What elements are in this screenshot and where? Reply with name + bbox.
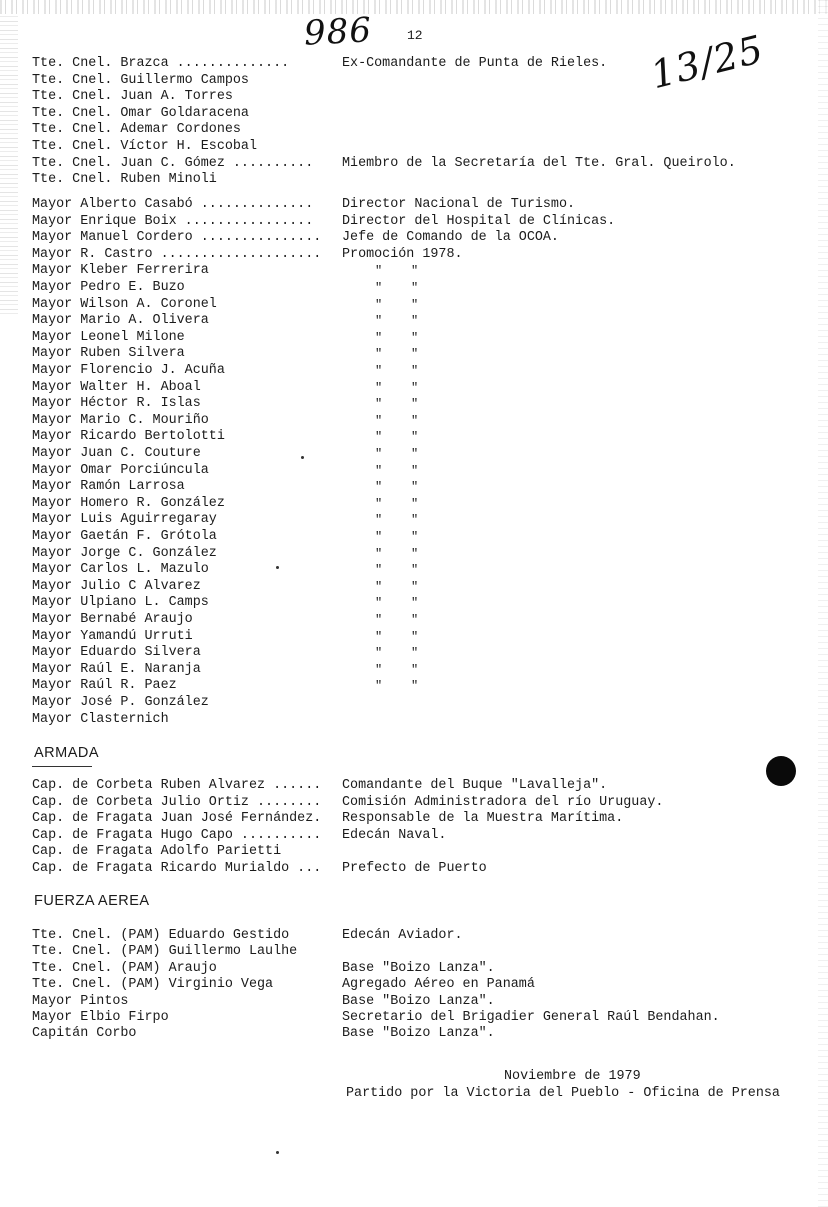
row-name: Cap. de Corbeta Julio Ortiz ........ xyxy=(32,795,322,810)
ditto-mark: " " xyxy=(375,580,419,594)
row-name: Tte. Cnel. Brazca .............. xyxy=(32,56,290,71)
punch-hole xyxy=(766,756,796,786)
row-name: Tte. Cnel. Juan C. Gómez .......... xyxy=(32,156,314,171)
ditto-mark: " " xyxy=(375,447,419,461)
row-position: Jefe de Comando de la OCOA. xyxy=(342,230,559,245)
scan-noise-right xyxy=(818,0,828,1207)
row-position: Comisión Administradora del río Uruguay. xyxy=(342,795,664,810)
row-name: Mayor Juan C. Couture xyxy=(32,446,201,461)
row-name: Mayor Homero R. González xyxy=(32,496,225,511)
row-name: Mayor Leonel Milone xyxy=(32,330,185,345)
row-name: Cap. de Fragata Hugo Capo .......... xyxy=(32,828,322,843)
row-position: Base "Boizo Lanza". xyxy=(342,961,495,976)
row-name: Tte. Cnel. Guillermo Campos xyxy=(32,73,249,88)
row-name: Mayor Eduardo Silvera xyxy=(32,645,201,660)
row-name: Mayor Yamandú Urruti xyxy=(32,629,193,644)
footer-source: Partido por la Victoria del Pueblo - Oficina de Prensa xyxy=(346,1086,780,1101)
row-name: Mayor Walter H. Aboal xyxy=(32,380,201,395)
row-name: Mayor Pedro E. Buzo xyxy=(32,280,185,295)
row-name: Mayor Manuel Cordero ............... xyxy=(32,230,322,245)
row-name: Mayor Omar Porciúncula xyxy=(32,463,209,478)
ditto-mark: " " xyxy=(375,264,419,278)
row-name: Cap. de Fragata Juan José Fernández. xyxy=(32,811,322,826)
row-name: Mayor José P. González xyxy=(32,695,209,710)
row-name: Mayor Raúl E. Naranja xyxy=(32,662,201,677)
row-name: Mayor Wilson A. Coronel xyxy=(32,297,217,312)
row-position: Director Nacional de Turismo. xyxy=(342,197,576,212)
heading-armada: ARMADA xyxy=(34,745,100,761)
row-name: Cap. de Corbeta Ruben Alvarez ...... xyxy=(32,778,322,793)
row-name: Tte. Cnel. (PAM) Eduardo Gestido xyxy=(32,928,290,943)
ditto-mark: " " xyxy=(375,298,419,312)
ditto-mark: " " xyxy=(375,596,419,610)
row-name: Mayor Ruben Silvera xyxy=(32,346,185,361)
row-name: Tte. Cnel. Víctor H. Escobal xyxy=(32,139,257,154)
row-name: Tte. Cnel. (PAM) Guillermo Laulhe xyxy=(32,944,298,959)
row-name: Cap. de Fragata Adolfo Parietti xyxy=(32,844,282,859)
ditto-mark: " " xyxy=(375,430,419,444)
ditto-mark: " " xyxy=(375,613,419,627)
row-position: Edecán Aviador. xyxy=(342,928,463,943)
row-position: Prefecto de Puerto xyxy=(342,861,487,876)
row-name: Cap. de Fragata Ricardo Murialdo ... xyxy=(32,861,322,876)
heading-armada-underline xyxy=(32,766,92,767)
row-name: Mayor Mario C. Mouriño xyxy=(32,413,209,428)
ditto-mark: " " xyxy=(375,397,419,411)
ditto-mark: " " xyxy=(375,331,419,345)
ditto-mark: " " xyxy=(375,679,419,693)
row-name: Mayor R. Castro .................... xyxy=(32,247,322,262)
row-name: Tte. Cnel. Ruben Minoli xyxy=(32,172,217,187)
ditto-mark: " " xyxy=(375,414,419,428)
row-name: Mayor Héctor R. Islas xyxy=(32,396,201,411)
scan-noise-left xyxy=(0,14,18,314)
row-position: Secretario del Brigadier General Raúl Bendahan. xyxy=(342,1010,720,1025)
row-name: Mayor Alberto Casabó .............. xyxy=(32,197,314,212)
row-name: Mayor Enrique Boix ................ xyxy=(32,214,314,229)
row-name: Tte. Cnel. (PAM) Virginio Vega xyxy=(32,977,274,992)
row-position: Base "Boizo Lanza". xyxy=(342,1026,495,1041)
ditto-mark: " " xyxy=(375,497,419,511)
ditto-mark: " " xyxy=(375,630,419,644)
handwritten-number-right: 13/25 xyxy=(646,26,769,98)
ditto-mark: " " xyxy=(375,381,419,395)
ditto-mark: " " xyxy=(375,530,419,544)
row-position: Comandante del Buque "Lavalleja". xyxy=(342,778,608,793)
row-name: Tte. Cnel. (PAM) Araujo xyxy=(32,961,217,976)
row-position: Responsable de la Muestra Marítima. xyxy=(342,811,624,826)
row-position: Director del Hospital de Clínicas. xyxy=(342,214,616,229)
speck xyxy=(301,456,304,459)
speck xyxy=(276,566,279,569)
row-name: Mayor Julio C Alvarez xyxy=(32,579,201,594)
page-number: 12 xyxy=(407,28,423,43)
row-position: Ex-Comandante de Punta de Rieles. xyxy=(342,56,608,71)
row-name: Mayor Carlos L. Mazulo xyxy=(32,562,209,577)
ditto-mark: " " xyxy=(375,464,419,478)
row-name: Mayor Ricardo Bertolotti xyxy=(32,429,225,444)
row-name: Tte. Cnel. Juan A. Torres xyxy=(32,89,233,104)
row-name: Mayor Jorge C. González xyxy=(32,546,217,561)
row-position: Agregado Aéreo en Panamá xyxy=(342,977,535,992)
row-name: Tte. Cnel. Ademar Cordones xyxy=(32,122,241,137)
row-name: Mayor Elbio Firpo xyxy=(32,1010,169,1025)
row-name: Mayor Ulpiano L. Camps xyxy=(32,595,209,610)
ditto-mark: " " xyxy=(375,547,419,561)
ditto-mark: " " xyxy=(375,314,419,328)
row-name: Mayor Gaetán F. Grótola xyxy=(32,529,217,544)
scan-noise-top xyxy=(0,0,828,14)
row-name: Mayor Luis Aguirregaray xyxy=(32,512,217,527)
ditto-mark: " " xyxy=(375,480,419,494)
ditto-mark: " " xyxy=(375,513,419,527)
ditto-mark: " " xyxy=(375,663,419,677)
row-name: Mayor Mario A. Olivera xyxy=(32,313,209,328)
ditto-mark: " " xyxy=(375,563,419,577)
row-name: Mayor Ramón Larrosa xyxy=(32,479,185,494)
speck xyxy=(276,1151,279,1154)
row-name: Mayor Clasternich xyxy=(32,712,169,727)
row-name: Mayor Florencio J. Acuña xyxy=(32,363,225,378)
row-position: Promoción 1978. xyxy=(342,247,463,262)
row-position: Base "Boizo Lanza". xyxy=(342,994,495,1009)
ditto-mark: " " xyxy=(375,646,419,660)
ditto-mark: " " xyxy=(375,364,419,378)
row-position: Miembro de la Secretaría del Tte. Gral. Queirolo. xyxy=(342,156,736,171)
row-name: Mayor Pintos xyxy=(32,994,129,1009)
ditto-mark: " " xyxy=(375,347,419,361)
heading-fuerza-aerea: FUERZA AEREA xyxy=(34,893,150,909)
row-name: Mayor Kleber Ferrerira xyxy=(32,263,209,278)
ditto-mark: " " xyxy=(375,281,419,295)
row-position: Edecán Naval. xyxy=(342,828,447,843)
row-name: Mayor Raúl R. Paez xyxy=(32,678,177,693)
row-name: Capitán Corbo xyxy=(32,1026,137,1041)
row-name: Tte. Cnel. Omar Goldaracena xyxy=(32,106,249,121)
handwritten-number-top: 986 xyxy=(302,10,373,54)
footer-date: Noviembre de 1979 xyxy=(504,1069,641,1084)
row-name: Mayor Bernabé Araujo xyxy=(32,612,193,627)
